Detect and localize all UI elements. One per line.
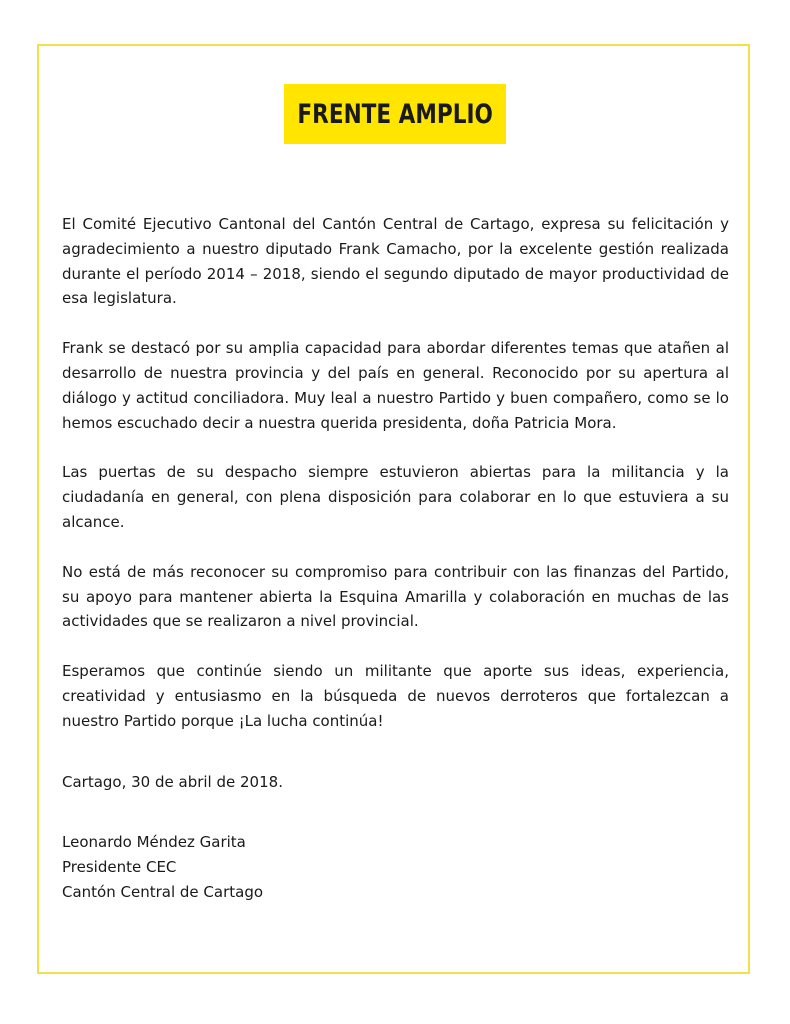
date-line: Cartago, 30 de abril de 2018.	[62, 772, 283, 791]
signature-name: Leonardo Méndez Garita	[62, 833, 246, 852]
paragraph-commitment: No está de más reconocer su compromiso para contribuir con las finanzas del Partido, su apoyo para mantener abierta la Esquina Amarilla y colaboración en muchas de las actividades que se realizaron a nivel provincial.	[62, 562, 729, 631]
signature-block	[62, 830, 729, 904]
logo-text: FRENTE AMPLIO	[297, 98, 493, 130]
paragraph-qualities: Frank se destacó por su amplia capacidad para abordar diferentes temas que atañen al desarrollo de nuestra provincia y del país en general. Reconocido por su apertura al diálogo y actitud conciliadora. Muy leal a nuestro Partido y buen compañero, como se lo hemos escuchado decir a nuestra querida presidenta, doña Patricia Mora.	[62, 339, 729, 432]
paragraph-office: Las puertas de su despacho siempre estuvieron abiertas para la militancia y la ciudadanía en general, con plena disposición para colaborar en lo que estuviera a su alcance.	[62, 463, 729, 531]
paragraph-intro: El Comité Ejecutivo Cantonal del Cantón Central de Cartago, expresa su felicitación y agradecimiento a nuestro diputado Frank Camacho, por la excelente gestión realizada durante el período 2014 – 2018, siendo el segundo diputado de mayor productividad de esa legislatura.	[62, 215, 729, 308]
paragraph-closing: Esperamos que continúe siendo un militante que aporte sus ideas, experiencia, creatividad y entusiasmo en la búsqueda de nuevos derroteros que fortalezcan a nuestro Partido porque ¡La lucha continúa!	[62, 662, 729, 730]
letter-body	[62, 212, 729, 905]
signature-location: Cantón Central de Cartago	[62, 882, 264, 901]
signature-title: Presidente CEC	[62, 858, 177, 877]
frente-amplio-logo	[284, 84, 506, 144]
